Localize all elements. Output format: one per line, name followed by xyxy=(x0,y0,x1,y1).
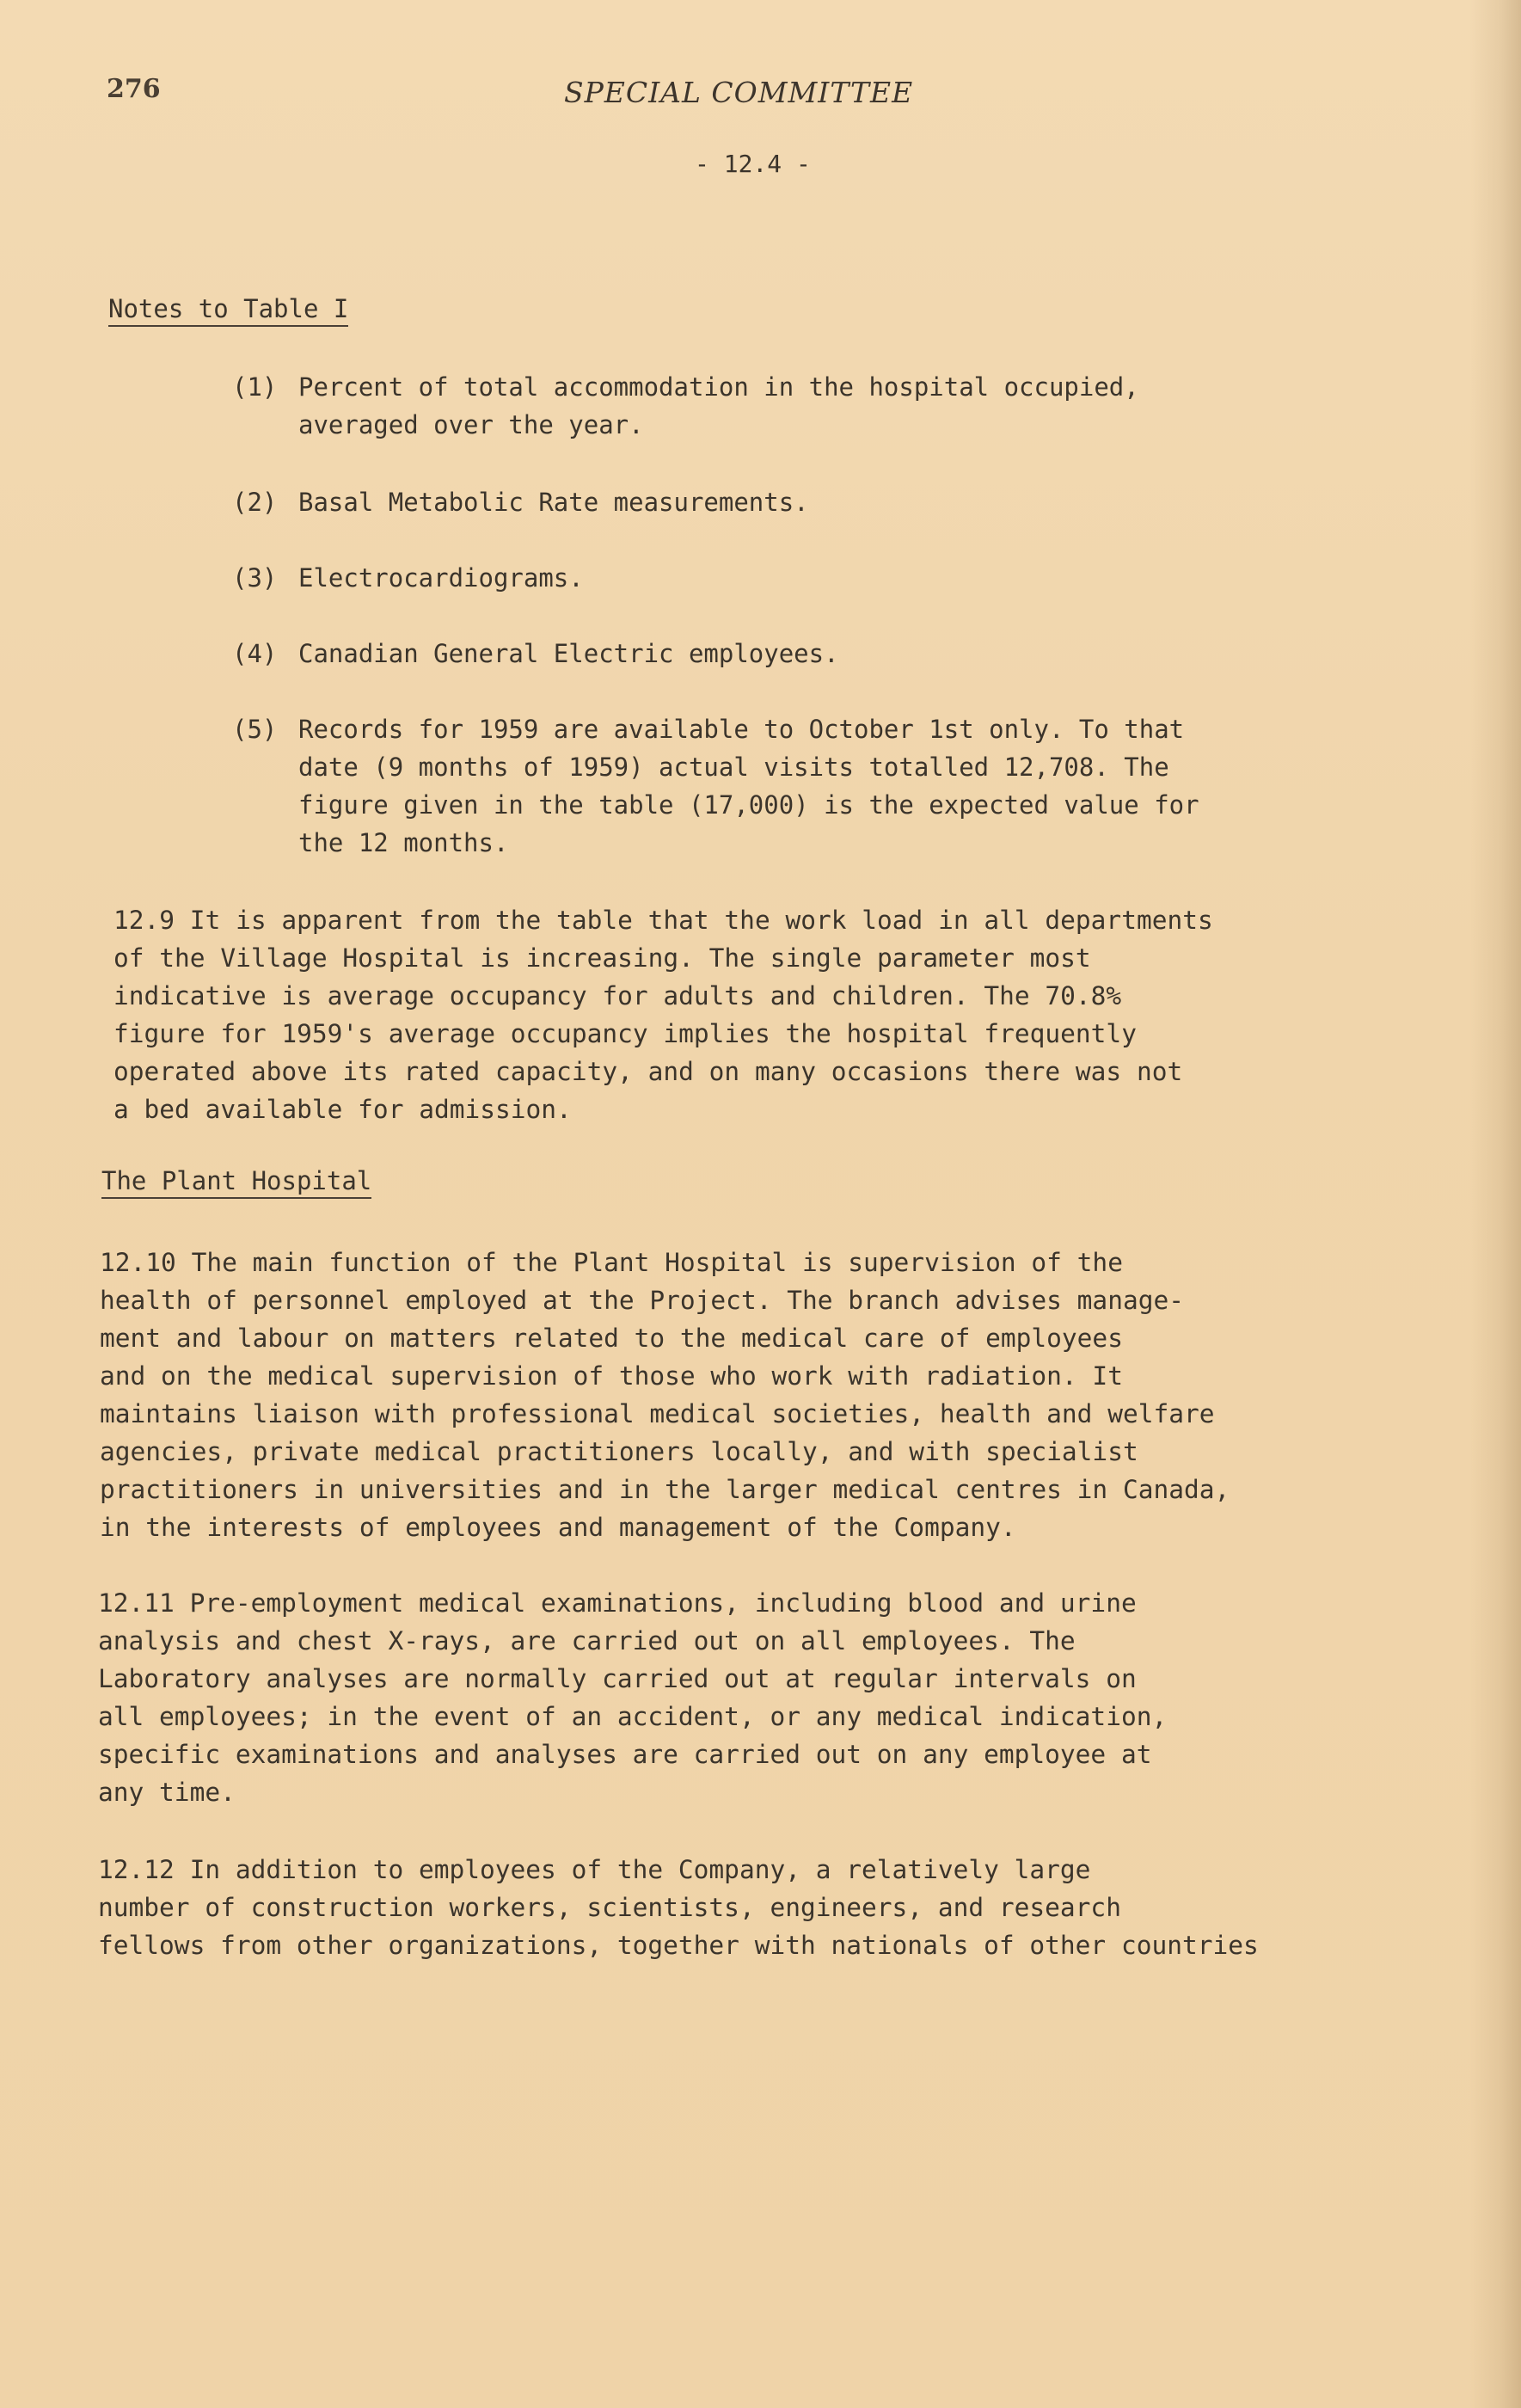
note-number: (4) xyxy=(232,639,278,668)
paragraph-12-11: 12.11 Pre-employment medical examinations, including blood and urine analysis and chest X-rays, are carried out on all employees. The Laboratory analyses are normally carried out at regular intervals on all employees; in the event of an accident, or any medical indication, specific examinations and analyses are carried out on any employee at any time. xyxy=(98,1588,1168,1807)
paragraph-12-12: 12.12 In addition to employees of the Company, a relatively large number of construction workers, scientists, engineers, and research fellows from other organizations, together with nationals of other countries xyxy=(98,1855,1259,1960)
notes-heading: Notes to Table I xyxy=(108,294,348,327)
page-code: - 12.4 - xyxy=(695,150,811,178)
note-text: Percent of total accommodation in the hospital occupied, averaged over the year. xyxy=(298,372,1139,439)
note-number: (3) xyxy=(232,563,278,593)
running-head: SPECIAL COMMITTEE xyxy=(564,76,914,109)
paragraph-12-10: 12.10 The main function of the Plant Hospital is supervision of the health of personnel employed at the Project. The branch advises manage- ment and labour on matters related to the medical care of employees and on the medical supervision of those who work with radiation. It maintains liaison with professional medical societies, health and welfare agencies, private medical practitioners locally, and with specialist practitioners in universities and in the larger medical centres in Canada, in the interests of employees and management of the Company. xyxy=(100,1248,1230,1542)
note-number: (5) xyxy=(232,715,278,744)
note-text: Canadian General Electric employees. xyxy=(298,639,839,668)
page-edge-shadow xyxy=(1469,0,1521,2408)
plant-hospital-heading: The Plant Hospital xyxy=(101,1166,371,1199)
note-number: (1) xyxy=(232,372,278,402)
note-number: (2) xyxy=(232,488,278,517)
note-text: Records for 1959 are available to October 1st only. To that date (9 months of 1959) actual visits totalled 12,708. The figure given in the table (17,000) is the expected value for the 12 months. xyxy=(298,715,1199,857)
paragraph-12-9: 12.9 It is apparent from the table that the work load in all departments of the Village Hospital is increasing. The single parameter most indicative is average occupancy for adults and children. The 70.8% figure for 1959's average occupancy implies the hospital frequently operated above its rated capacity, and on many occasions there was not a bed available for admission. xyxy=(113,906,1213,1124)
page-number: 276 xyxy=(107,74,161,104)
note-text: Basal Metabolic Rate measurements. xyxy=(298,488,809,517)
note-text: Electrocardiograms. xyxy=(298,563,584,593)
